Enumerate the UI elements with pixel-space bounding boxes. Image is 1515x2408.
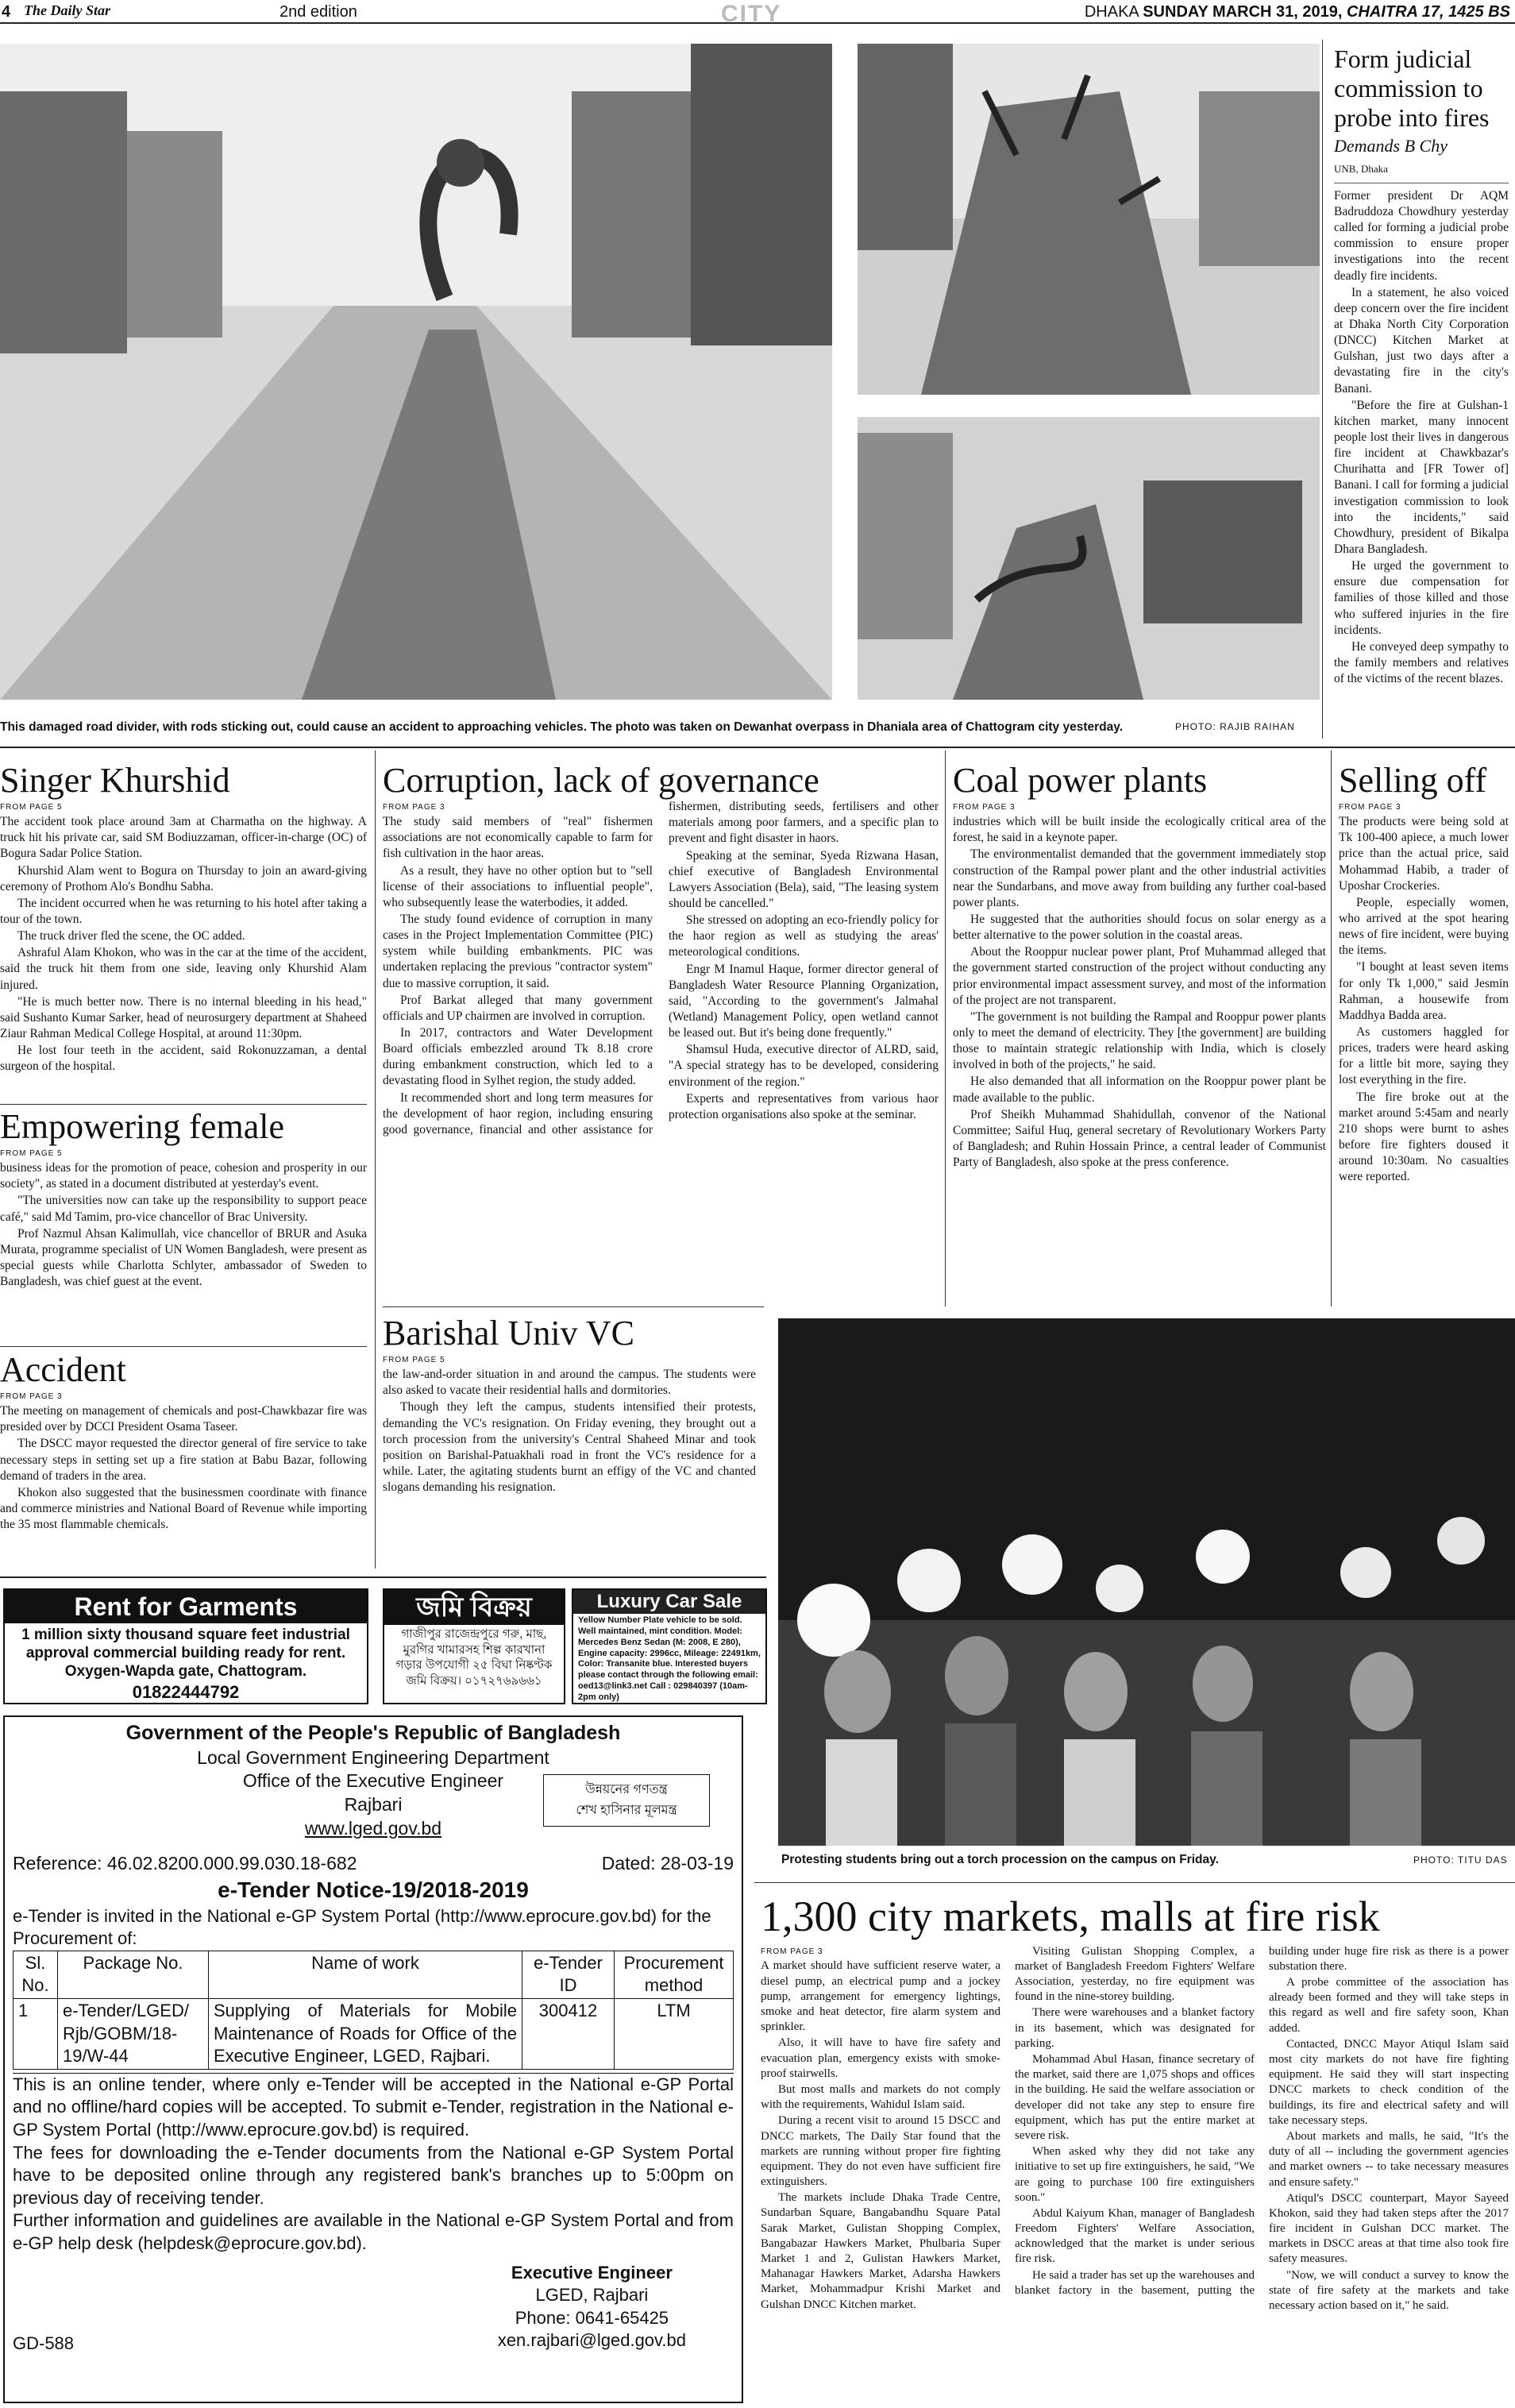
markets-para: The markets include Dhaka Trade Centre, Sundarban Square, Bangabandhu Square Patal Sarak Market, Gulistan Shopping Complex, Bangabazar Hawkers Market, Phulbaria Super Market 1 and 2, Gulistan Hawkers Market, Mahanagar Hawkers Market, Adarsha Hawkers Market, Mohammadpur Krishi Market and Gulshan DNCC Kitchen market. [761, 2191, 1000, 2311]
tender-th: Package No. [58, 1951, 209, 1998]
road-divider-photo-bottom-right-art [858, 417, 1320, 700]
markets-para: When asked why they did not take any initiative to set up fire extinguishers, he said, "We are going to purchase 100 fire extinguishers soon." [1015, 2145, 1255, 2204]
judicial-para: He urged the government to ensure due compensation for families of those killed and those who suffered injuries in the fire incidents. [1334, 559, 1509, 637]
story-rule [754, 1882, 1515, 1883]
torch-procession-photo [778, 1318, 1515, 1846]
tender-sign-phone: Phone: 0641-65425 [515, 2307, 669, 2328]
singer-para: He lost four teeth in the accident, said Rokonuzzaman, a dental surgeon of the hospital. [0, 1044, 367, 1074]
selling-headline: Selling off [1339, 761, 1487, 800]
story-rule [0, 1346, 367, 1347]
markets-para: Abdul Kaiyum Khan, manager of Bangladesh Freedom Fighters' Welfare Association, acknowledged that the market is under serious fire risk. [1015, 2206, 1255, 2266]
road-divider-photo-top-right-art [858, 44, 1320, 395]
empower-para: Prof Nazmul Ahsan Kalimullah, vice chancellor of BRUR and Asuka Murata, programme specialist of UN Women Bangladesh, were present as special guests while Charlotta Schlyter, ambassador of Sweden to Bangladesh, was chief guest at the event. [0, 1226, 367, 1289]
empower-para: "The universities now can take up the responsibility to support peace café," said Md Tamim, pro-vice chancellor of Brac University. [0, 1194, 367, 1224]
judicial-dateline: UNB, Dhaka [1334, 163, 1509, 183]
tender-notice [3, 1715, 743, 2403]
tender-td: e-Tender/LGED/ Rjb/GOBM/18-19/W-44 [58, 1999, 209, 2070]
rent-garments-ad [3, 1588, 368, 1704]
barishal-para: the law-and-order situation in and around the campus. The students were also asked to vacate their residential halls and dormitories. [383, 1368, 756, 1398]
tender-sign-title: Executive Engineer [511, 2262, 673, 2283]
coal-para: About the Rooppur nuclear power plant, Prof Muhammad alleged that the government started construction of the project without conducting any prior environmental impact assessment survey, and most of the information of the project are not transparent. [953, 945, 1326, 1007]
accident-kicker: FROM PAGE 3 [0, 1392, 63, 1402]
tender-th: Name of work [209, 1951, 522, 1998]
corruption-body [383, 799, 939, 1138]
corruption-para: Experts and representatives from various haor protection organisations also spoke at the seminar. [669, 1091, 939, 1121]
edition-label: 2nd edition [279, 3, 357, 21]
corruption-para: In 2017, contractors and Water Development Board officials embezzled around Tk 8.18 crore during embankment construction, which led to a devastating flood in Sylhet region, the study added. [383, 1026, 653, 1088]
markets-headline: 1,300 city markets, malls at fire risk [761, 1894, 1380, 1940]
corruption-para: Engr M Inamul Haque, former director general of Bangladesh Water Resource Planning Organization, said, "According to the government's Jalmahal (Wetland) Management Policy, open wetland cannot be leased out. But it's being done frequently." [669, 962, 939, 1040]
tender-sign-email[interactable]: xen.rajbari@lged.gov.bd [497, 2330, 686, 2351]
tender-notice-title: e-Tender Notice-19/2018-2019 [218, 1877, 529, 1903]
corruption-headline: Corruption, lack of governance [383, 761, 819, 800]
luxury-car-ad [572, 1588, 767, 1704]
barishal-vc-story [383, 1315, 756, 1496]
empower-headline: Empowering female [0, 1107, 284, 1146]
empowering-female-story [0, 1109, 367, 1291]
selling-kicker: FROM PAGE 3 [1339, 803, 1401, 812]
markets-kicker: FROM PAGE 3 [761, 1947, 823, 1956]
markets-para: But most malls and markets do not comply with the requirements, Wahidul Islam said. [761, 2082, 1000, 2112]
city-label: DHAKA [1084, 3, 1139, 21]
tender-signature [498, 2262, 686, 2352]
singer-para: The accident took place around 3am at Charmatha on the highway. A truck hit his private car, said SM Bodiuzzaman, officer-in-charge (OC) of Bogura Sadar Police Station. [0, 815, 367, 861]
story-rule [0, 1104, 367, 1105]
coal-para: "The government is not building the Rampal and Rooppur power plants only to meet the demand of electricity. They [the government] are building those to maintain strategic relationship with India, which is closely involved in both of the projects," he said. [953, 1009, 1326, 1072]
tender-code: GD-588 [13, 2333, 75, 2353]
accident-story [0, 1352, 367, 1534]
corruption-story [383, 762, 939, 1138]
tender-td: LTM [615, 1999, 734, 2070]
markets-para: During a recent visit to around 15 DSCC and DNCC markets, The Daily Star found that the markets are running without proper fire fighting equipment. They do not even have sufficient fire extinguishers. [761, 2114, 1000, 2189]
road-divider-photo-bottom-right [858, 417, 1320, 700]
tender-table-row [13, 1999, 734, 2070]
coal-power-story [953, 762, 1326, 1171]
tender-office-block [13, 1769, 734, 1852]
ads-rule [0, 1576, 766, 1578]
singer-para: The incident occurred when he was returning to his hotel after taking a tour of the town. [0, 896, 367, 927]
tender-slogan-2: শেখ হাসিনার মূলমন্ত্র [576, 1803, 677, 1817]
tender-table-header [13, 1951, 734, 1998]
tender-sign-office: LGED, Rajbari [535, 2285, 649, 2306]
tender-office: Office of the Executive Engineer [242, 1770, 504, 1792]
singer-para: "He is much better now. There is no internal bleeding in his head," said Sushanto Kumar Sarker, head of neurosurgery department at Shaheed Ziaur Rahman Medical College Hospital, at around 11:30pm. [0, 994, 367, 1041]
land-ad-title: জমি বিক্রয় [384, 1590, 564, 1625]
corruption-para: The study said members of "real" fishermen associations are not economically capable to farm for fish cultivation in the haor areas. [383, 815, 653, 861]
column-rule [1331, 751, 1332, 1306]
selling-para: The products were being sold at Tk 100-400 apiece, a much lower price than the actual price, said Mohammad Habib, a trader of Uposhar Crockeries. [1339, 815, 1509, 893]
car-ad-body: Yellow Number Plate vehicle to be sold. Well maintained, mint condition. Model: Mercedes Benz Sedan (M: 2008, E 280), Engine capacity: 2996cc, Mileage: 22491km, Color: Transanite blue. Interested buyers please contact through the following email: oed13@link3.net Call : 029840397 (10am- 2pm only) [578, 1615, 761, 1702]
tender-td: 1 [13, 1999, 58, 2070]
corruption-para: Prof Barkat alleged that many government officials and UP chairmen are involved in corruption. [383, 993, 653, 1023]
judicial-subhead: Demands B Chy [1334, 136, 1448, 156]
markets-para: Mohammad Abul Hasan, finance secretary of the market, said there are 1,075 shops and offices in the building. He said the welfare association or developer did not take any step to ensure fire equipment, which has put the entire market at severe risk. [1015, 2053, 1255, 2142]
markets-para: About markets and malls, he said, "It's the duty of all -- including the government agencies and market owners -- to take necessary measures and ensure safety." [1269, 2129, 1509, 2189]
tender-intro: e-Tender is invited in the National e-GP System Portal (http://www.eprocure.gov.bd) for the Procurement of: [13, 1905, 711, 1949]
rent-ad-body: 1 million sixty thousand square feet industrial approval commercial building ready for rent. Oxygen-Wapda gate, Chattogram. [21, 1627, 350, 1680]
selling-para: People, especially women, who arrived at the spot hearing news of fire incident, were buying the items. [1339, 895, 1509, 958]
tender-th: Procurement method [615, 1951, 734, 1998]
rent-ad-phone: 01822444792 [132, 1681, 240, 1702]
masthead-logo: The Daily Star [24, 2, 111, 18]
coal-kicker: FROM PAGE 3 [953, 803, 1016, 812]
coal-para: He also demanded that all information on the Rooppur power plant be made available to the public. [953, 1075, 1326, 1105]
tender-web-link[interactable]: www.lged.gov.bd [304, 1818, 442, 1839]
corruption-para: She stressed on adopting an eco-friendly policy for the haor region as well as studying the areas' meteorological conditions. [669, 913, 939, 959]
section-label: CITY [721, 1, 782, 27]
date-bold: SUNDAY MARCH 31, 2019, [1143, 3, 1343, 21]
road-divider-photo-top-right [858, 44, 1320, 395]
markets-para: Visiting Gulistan Shopping Complex, a market of Bangladesh Freedom Fighters' Welfare Association, yesterday, no fire equipment was found in the nine-storey building. [1015, 1944, 1255, 2004]
corruption-para: The study found evidence of corruption in many cases in the Project Implementation Committee (PIC) system while building embankments. PIC was undertaken replacing the previous "contractor system" due to massive corruption, it said. [383, 913, 653, 990]
tender-gov: Government of the People's Republic of Bangladesh [125, 1722, 621, 1744]
judicial-para: In a statement, he also voiced deep concern over the fire incident at Dhaka North City Corporation (DNCC) Kitchen Market at Gulshan, just two days after a devastating fire in the city's Banani. [1334, 285, 1509, 396]
protest-photo-credit: PHOTO: TITU DAS [1413, 1854, 1508, 1866]
judicial-headline: Form judicial commission to probe into fires [1334, 44, 1490, 132]
corruption-para: Speaking at the seminar, Syeda Rizwana Hasan, chief executive of Bangladesh Environmental Lawyers Association (Bela), said, "The leasing system should be cancelled." [669, 848, 939, 911]
selling-para: As customers haggled for prices, traders were heard asking for a little bit more, saying they lost everything in the fire. [1339, 1025, 1509, 1087]
accident-para: The DSCC mayor requested the director general of fire service to take necessary steps in setting set up a fire station at Babu Bazar, following demand of traders in the area. [0, 1437, 367, 1483]
tender-reference: Reference: 46.02.8200.000.99.030.18-682 [13, 1853, 357, 1874]
markets-para: There were warehouses and a blanket factory in its basement, which was designated for parking. [1015, 2006, 1255, 2050]
coal-para: He suggested that the authorities should focus on solar energy as a better alternative to the power solution in the coastal areas. [953, 913, 1326, 943]
coal-para: industries which will be built inside the ecologically critical area of the forest, he said in a keynote paper. [953, 815, 1326, 845]
markets-para: A market should have sufficient reserve water, a diesel pump, an electrical pump and a jockey pump, arrangement for emergency lightings, smoke and heat detector, fire alarm system and sprinkler. [761, 1959, 1000, 2034]
singer-kicker: FROM PAGE 5 [0, 803, 63, 812]
main-photo-credit: PHOTO: RAJIB RAIHAN [1175, 721, 1295, 732]
empower-kicker: FROM PAGE 5 [0, 1149, 63, 1159]
markets-para: Also, it will have to have fire safety and evacuation plan, emergency exists with smoke-proof stairwells. [761, 2036, 1000, 2080]
page-number: 4 [2, 3, 11, 21]
empower-para: business ideas for the promotion of peace, cohesion and prosperity in our society", as stated in a document distributed at yesterday's event. [0, 1161, 367, 1191]
car-ad-title: Luxury Car Sale [573, 1590, 765, 1614]
tender-para: The fees for downloading the e-Tender documents from the National e-GP System Portal have to be deposited online through any registered bank's branches up to 5:00pm on previous day of receiving tender. [13, 2142, 734, 2208]
markets-para: Atiqul's DSCC counterpart, Mayor Sayeed Khokon, said they had taken steps after the 2017 fire incident in Gulshan DCC market. The markets in DSCC areas at that time also took fire safety measures. [1269, 2191, 1509, 2266]
story-rule [383, 1306, 764, 1307]
land-ad-body: গাজীপুর রাজেন্দ্রপুরে গরু, মাছ, মুরগির খামারসহ শিল্প কারখানা গড়ার উপযোগী ২৫ বিঘা নিষ্কণ্টক জমি বিক্রয়। ০১৭২৭৬৯৬৬১ [395, 1627, 553, 1688]
protest-photo-caption: Protesting students bring out a torch procession on the campus on Friday. [781, 1853, 1219, 1866]
singer-headline: Singer Khurshid [0, 761, 230, 800]
column-rule [1322, 40, 1323, 739]
tender-dept: Local Government Engineering Department [197, 1746, 549, 1768]
markets-para: He said a trader has set up the warehouses and blanket factory in the basement, putting the building under huge fire risk as there is a power substation there. [1015, 1944, 1509, 2297]
barishal-para: Though they left the campus, students intensified their protests, demanding the VC's resignation. On Friday evening, they brought out a torch procession from the university's Central Shaheed Minar and took position on Barishal-Patuakhali road in front the VC's residence for a while. Later, the agitating students burnt an effigy of the VC and chanted slogans demanding his resignation. [383, 1400, 756, 1495]
judicial-para: Former president Dr AQM Badruddoza Chowdhury yesterday called for forming a judicial probe commission to ensure proper investigations into the recent deadly fire incidents. [1334, 188, 1509, 283]
corruption-para: Shamsul Huda, executive director of ALRD, said, "A special strategy has to be developed, considering environment of the region." [669, 1043, 939, 1089]
tender-td: 300412 [522, 1999, 615, 2070]
coal-para: Prof Sheikh Muhammad Shahidullah, convenor of the National Committee; Saiful Huq, general secretary of Revolutionary Workers Party of Bangladesh; and Ruhin Hossain Prince, a central leader of Communist Party of Bangladesh, also spoke at the press conference. [953, 1107, 1326, 1170]
tender-th: Sl. No. [13, 1951, 58, 1998]
selling-para: "I bought at least seven items for only Tk 1,000," said Jesmin Rahman, a housewife from Maddhya Badda area. [1339, 960, 1509, 1022]
tender-dated: Dated: 28-03-19 [601, 1853, 734, 1874]
section-divider [0, 747, 1515, 748]
markets-para: Contacted, DNCC Mayor Atiqul Islam said most city markets do not have fire fighting equipment. He said they will start inspecting DNCC markets to check condition of the buildings, its fire and electrical safety and will take necessary steps. [1269, 2037, 1509, 2127]
column-rule [945, 751, 946, 1306]
date-italic: CHAITRA 17, 1425 BS [1347, 3, 1510, 21]
markets-para: A probe committee of the association has already been formed and they will take steps in this regard as well and fire safety soon, Khan added. [1269, 1976, 1509, 2035]
dateline-folio [1085, 2, 1510, 22]
tender-slogan-1: উন্নয়নের গণতন্ত্র [585, 1783, 668, 1797]
coal-para: The environmentalist demanded that the government immediately stop construction of the Rampal power plant and the other industrial activities near the Sundarbans, and move away from building any further coal-based power plants. [953, 847, 1326, 909]
tender-signature-block [13, 2256, 734, 2359]
barishal-headline: Barishal Univ VC [383, 1314, 634, 1353]
tender-slogan-box [543, 1774, 710, 1826]
road-divider-photo-left-art [0, 44, 832, 700]
singer-para: The truck driver fled the scene, the OC added. [17, 929, 245, 944]
accident-headline: Accident [0, 1350, 126, 1389]
accident-para: Khokon also suggested that the businessmen coordinate with finance and commerce ministries and National Board of Revenue while importing the 35 most flammable chemicals. [0, 1485, 367, 1532]
judicial-para: He conveyed deep sympathy to the family members and relatives of the victims of the recent blazes. [1334, 639, 1509, 686]
singer-khurshid-story [0, 762, 367, 1075]
corruption-kicker: FROM PAGE 3 [383, 803, 445, 812]
accident-para: The meeting on management of chemicals and post-Chawkbazar fire was presided over by DCCI President Osama Taseer. [0, 1404, 367, 1434]
singer-para: Ashraful Alam Khokon, who was in the car at the time of the accident, said the truck hit them from one side, leaving only Khurshid Alam injured. [0, 946, 367, 992]
tender-reference-row [13, 1852, 734, 1876]
folio-bar [0, 0, 1515, 27]
judicial-para: "Before the fire at Gulshan-1 kitchen market, many innocent people lost their lives in dangerous fire incident at Chawkbazar's Churihatta and [FR Tower of] Banani. I call for forming a judicial investigation commission to look into the incidents," said Chowdhury, president of Bikalpa Dhara Bangladesh. [1334, 398, 1509, 556]
markets-body [761, 1944, 1509, 2314]
tender-body [13, 2073, 734, 2256]
city-markets-fire-risk-story [761, 1894, 1509, 2402]
main-photo-caption: This damaged road divider, with rods sticking out, could cause an accident to approaching vehicles. The photo was taken on Dewanhat overpass in Dhaniala area of Chattogram city yesterday. [0, 720, 1124, 734]
torch-procession-photo-art [778, 1318, 1515, 1846]
barishal-kicker: FROM PAGE 5 [383, 1356, 445, 1365]
markets-para: "Now, we will conduct a survey to know the state of fire safety at the markets and take necessary action based on it," he said. [1269, 2268, 1509, 2312]
rent-ad-title: Rent for Garments [5, 1590, 367, 1623]
land-sale-ad [383, 1588, 565, 1704]
coal-headline: Coal power plants [953, 761, 1208, 800]
selling-off-story [1339, 762, 1509, 1186]
tender-para: Further information and guidelines are available in the National e-GP System Portal and from e-GP help desk (helpdesk@eprocure.gov.bd). [13, 2210, 734, 2253]
tender-table [13, 1951, 734, 2070]
tender-td: Supplying of Materials for Mobile Maintenance of Roads for Office of the Executive Engineer, LGED, Rajbari. [209, 1999, 522, 2070]
tender-place: Rajbari [344, 1794, 403, 1816]
tender-th: e-Tender ID [522, 1951, 615, 1998]
singer-para: Khurshid Alam went to Bogura on Thursday to join an award-giving ceremony of Prothom Alo's Bondhu Sabha. [0, 863, 367, 893]
corruption-para: It recommended short and long term measures for the development of haor region, including ensuring good governance, financial and other assistance for fishermen, distributing seeds, fertilisers and other materials among poor farmers, and a specific plan to prevent and fight disaster in haors. [383, 800, 939, 1136]
road-divider-photo-left [0, 44, 832, 700]
column-rule [375, 751, 376, 1569]
selling-para: The fire broke out at the market around 5:45am and nearly 210 shops were burnt to ashes before fire fighters doused it around 10:30am. No casualties were reported. [1339, 1090, 1509, 1184]
tender-para: This is an online tender, where only e-Tender will be accepted in the National e-GP Portal and no offline/hard copies will be accepted. To submit e-Tender, registration in the National e-GP System Portal (http://www.eprocure.gov.bd) is required. [13, 2074, 734, 2140]
corruption-para: As a result, they have no other option but to "sell license of their associations to influential people", who subsequently lease the waterbodies, it added. [383, 863, 653, 909]
judicial-commission-story [1334, 44, 1509, 688]
